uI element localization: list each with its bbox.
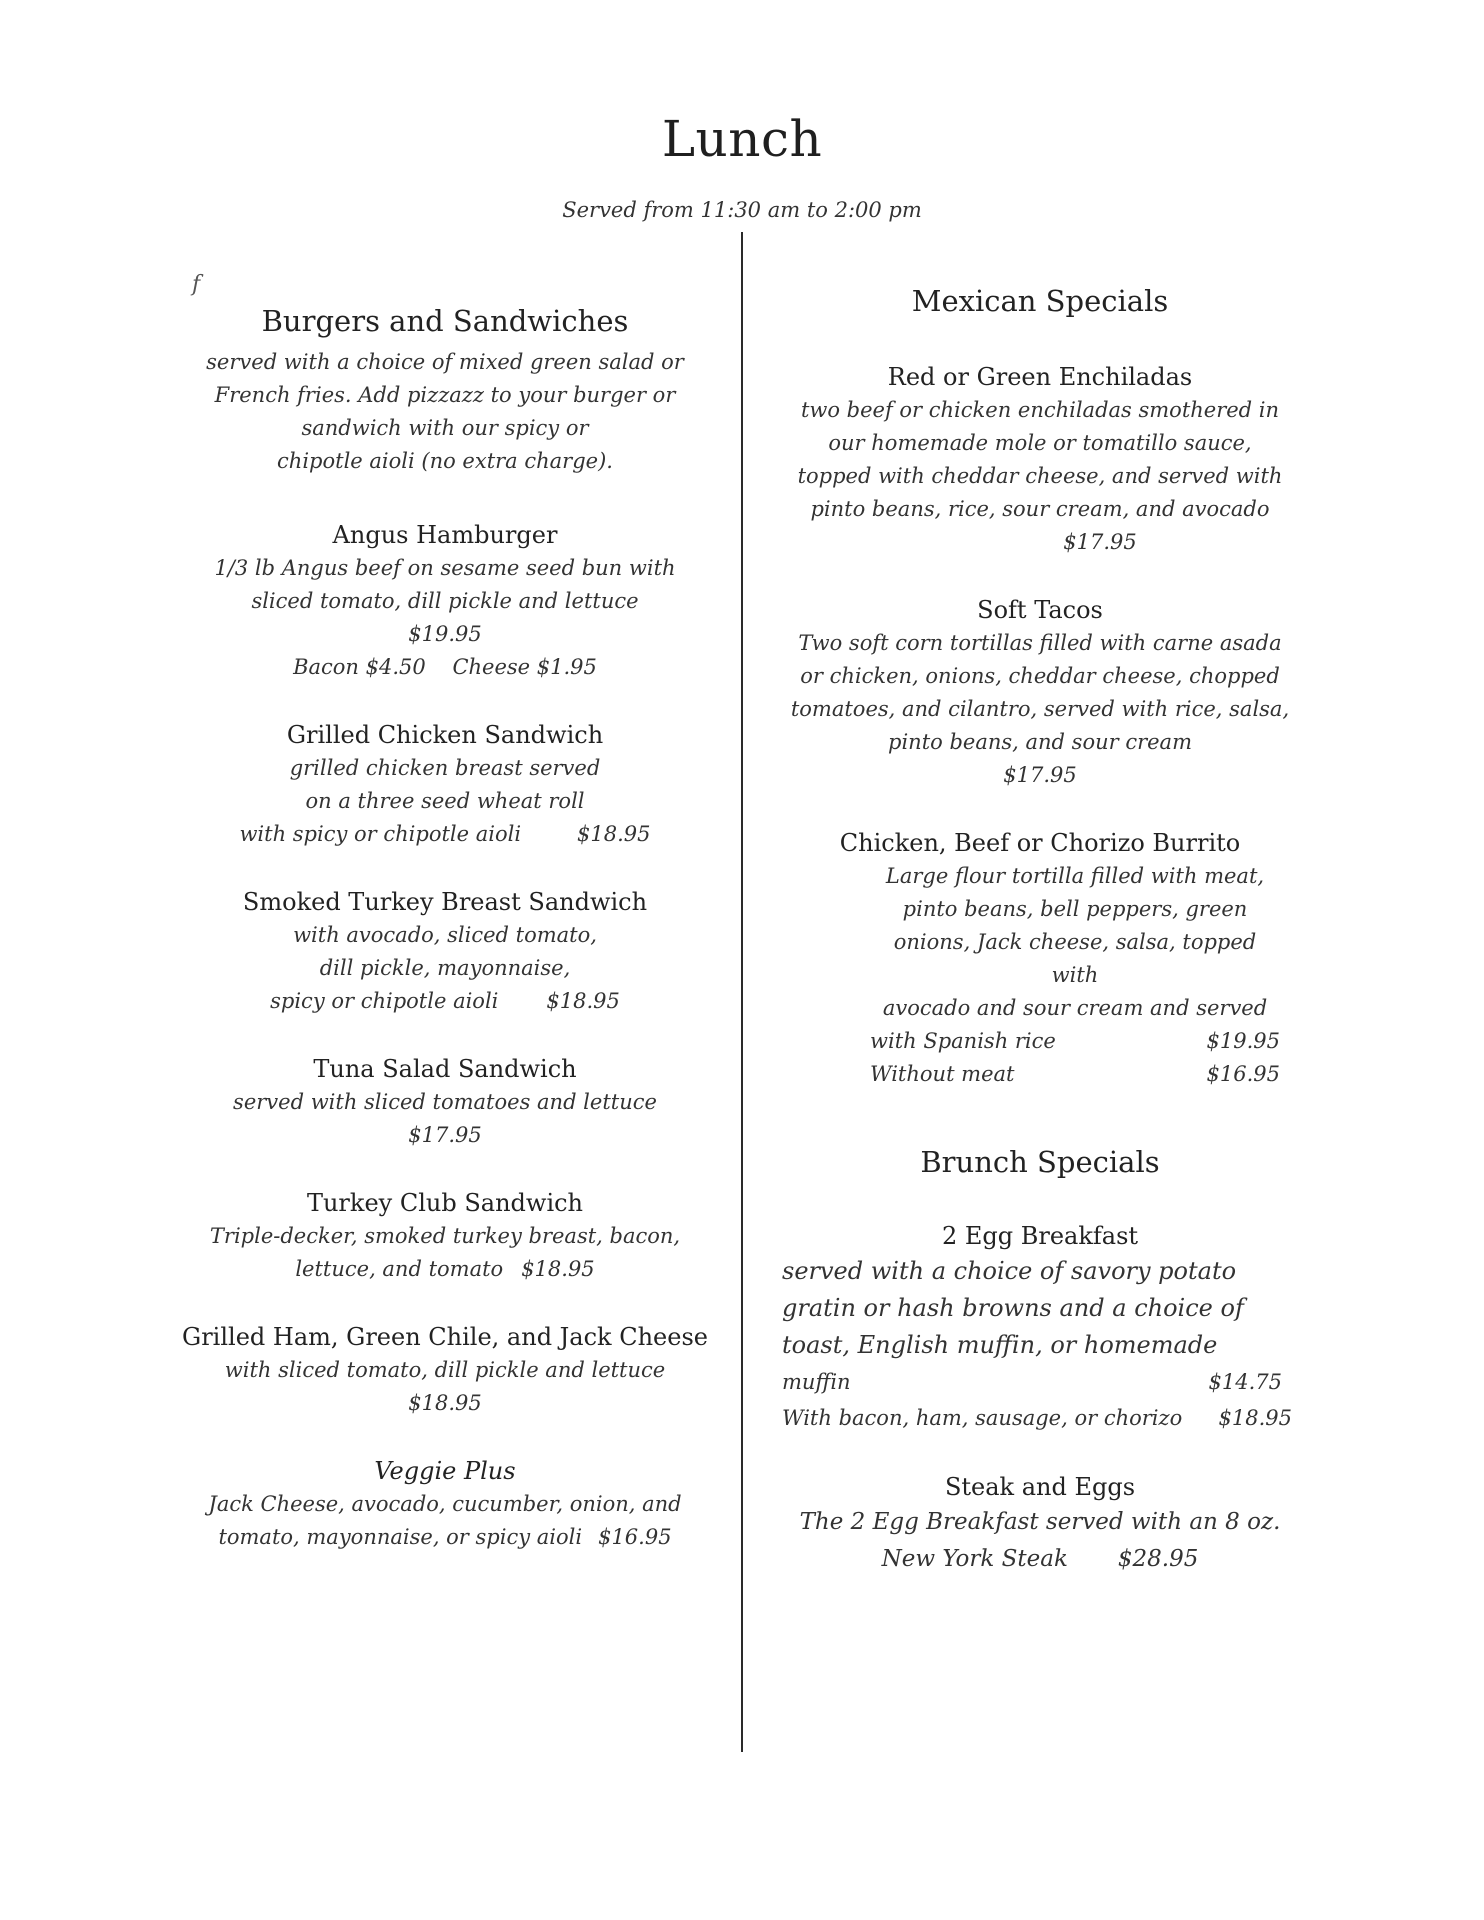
menu-item-steak-and-eggs [770, 1470, 1310, 1578]
item-price: $18.95 [521, 1257, 595, 1281]
desc-line: sandwich with our spicy or [301, 416, 589, 440]
item-desc-line: our homemade mole or tomatillo sauce, [828, 431, 1252, 455]
price-row-value: $14.75 [1208, 1370, 1282, 1394]
item-price: $17.95 [1003, 763, 1077, 787]
item-desc-line: Large flour tortilla filled with meat, [885, 864, 1265, 888]
item-name: Steak and Eggs [944, 1473, 1136, 1501]
item-desc-tail: lettuce, and tomato [295, 1257, 504, 1281]
menu-item-veggie-plus [175, 1454, 715, 1554]
menu-item-burrito [770, 826, 1310, 1091]
item-extras: Bacon $4.50 Cheese $1.95 [293, 655, 597, 679]
price-row [870, 1025, 1280, 1058]
item-desc-line: two beef or chicken enchiladas smothered in [800, 398, 1280, 422]
menu-item-soft-tacos [770, 593, 1310, 792]
item-name: Veggie Plus [374, 1457, 516, 1485]
menu-item-angus-hamburger [175, 518, 715, 684]
item-desc-tail: spicy or chipotle aioli [270, 989, 499, 1013]
item-desc-line: on a three seed wheat roll [305, 789, 585, 813]
column-divider [741, 232, 743, 1752]
item-desc-line: pinto beans, and sour cream [888, 730, 1192, 754]
price-row-label: Without meat [870, 1062, 1015, 1086]
item-desc-line: sliced tomato, dill pickle and lettuce [251, 589, 639, 613]
item-price: $16.95 [598, 1525, 672, 1549]
item-price: $18.95 [546, 989, 620, 1013]
item-price: $18.95 [577, 822, 651, 846]
item-name: Grilled Chicken Sandwich [286, 721, 604, 749]
section-desc-burgers [175, 346, 715, 478]
price-row-value: $19.95 [1206, 1029, 1280, 1053]
item-desc-line: 1/3 lb Angus beef on sesame seed bun with [214, 556, 676, 580]
service-hours: Served from 11:30 am to 2:00 pm [562, 198, 922, 222]
item-desc-line: pinto beans, bell peppers, green [902, 897, 1248, 921]
item-desc-line: onions, Jack cheese, salsa, topped with [893, 930, 1257, 987]
item-name: Tuna Salad Sandwich [313, 1055, 577, 1083]
item-desc-line: topped with cheddar cheese, and served with [797, 464, 1283, 488]
price-row [782, 1364, 1292, 1400]
item-desc-tail: with spicy or chipotle aioli [239, 822, 522, 846]
item-price: $19.95 [408, 622, 482, 646]
item-desc-line: Jack Cheese, avocado, cucumber, onion, and [208, 1492, 682, 1516]
price-row [782, 1400, 1292, 1436]
page-title: Lunch [661, 110, 823, 168]
item-desc-line: toast, English muffin, or homemade [782, 1331, 1218, 1359]
item-name: Soft Tacos [977, 596, 1103, 624]
menu-item-tuna-salad [175, 1052, 715, 1152]
left-column [175, 304, 715, 1554]
item-price: $17.95 [1063, 530, 1137, 554]
item-name: 2 Egg Breakfast [941, 1222, 1139, 1250]
item-desc-line: Two soft corn tortillas filled with carne asada [798, 631, 1282, 655]
desc-line: served with a choice of mixed green salad or [206, 350, 684, 374]
item-desc-line: or chicken, onions, cheddar cheese, chopped [800, 664, 1280, 688]
item-name: Angus Hamburger [332, 521, 558, 549]
item-name: Red or Green Enchiladas [887, 363, 1193, 391]
item-desc-line: pinto beans, rice, sour cream, and avocado [810, 497, 1270, 521]
item-desc-line: The 2 Egg Breakfast served with an 8 oz. [799, 1509, 1281, 1535]
item-name: Turkey Club Sandwich [306, 1189, 584, 1217]
price-row-label: muffin [782, 1370, 851, 1394]
item-last-line [175, 985, 715, 1018]
item-desc-line: served with sliced tomatoes and lettuce [233, 1090, 657, 1114]
menu-item-turkey-club [175, 1186, 715, 1286]
price-row-label: With bacon, ham, sausage, or chorizo [782, 1406, 1183, 1430]
right-column [770, 284, 1310, 1578]
item-last-line [175, 1253, 715, 1286]
item-last-line [175, 818, 715, 851]
price-row-label: with Spanish rice [870, 1029, 1056, 1053]
item-desc-line: Triple-decker, smoked turkey breast, bacon, [209, 1224, 681, 1248]
item-price: $18.95 [408, 1391, 482, 1415]
menu-item-grilled-chicken [175, 718, 715, 851]
item-desc-line: tomatoes, and cilantro, served with rice, salsa, [790, 697, 1290, 721]
menu-item-2-egg-breakfast [770, 1219, 1310, 1436]
item-last-line [770, 1541, 1310, 1578]
menu-item-grilled-ham [175, 1320, 715, 1420]
section-title-burgers: Burgers and Sandwiches [261, 304, 629, 338]
item-name: Chicken, Beef or Chorizo Burrito [839, 829, 1241, 857]
item-name: Grilled Ham, Green Chile, and Jack Cheese [182, 1323, 708, 1351]
price-row-value: $16.95 [1206, 1062, 1280, 1086]
item-desc-tail: New York Steak [881, 1546, 1068, 1572]
price-row-value: $18.95 [1218, 1406, 1292, 1430]
item-desc-line: served with a choice of savory potato [782, 1257, 1237, 1285]
item-desc-line: avocado and sour cream and served [882, 996, 1268, 1020]
item-price: $28.95 [1117, 1546, 1199, 1572]
price-row [870, 1058, 1280, 1091]
item-desc-line: grilled chicken breast served [289, 756, 601, 780]
item-name: Smoked Turkey Breast Sandwich [242, 888, 648, 916]
stray-mark: f [192, 272, 201, 297]
item-last-line [175, 1521, 715, 1554]
desc-line: chipotle aioli (no extra charge). [277, 449, 613, 473]
item-desc-line: dill pickle, mayonnaise, [319, 956, 571, 980]
item-desc-line: with sliced tomato, dill pickle and lettuce [224, 1358, 666, 1382]
menu-item-smoked-turkey [175, 885, 715, 1018]
menu-item-enchiladas [770, 360, 1310, 559]
desc-line: French fries. Add pizzazz to your burger or [214, 383, 676, 407]
item-desc-line: with avocado, sliced tomato, [293, 923, 597, 947]
item-price: $17.95 [408, 1123, 482, 1147]
section-title-brunch: Brunch Specials [920, 1145, 1160, 1179]
item-desc-tail: tomato, mayonnaise, or spicy aioli [218, 1525, 583, 1549]
section-title-mexican: Mexican Specials [911, 284, 1169, 318]
item-desc-line: gratin or hash browns and a choice of [782, 1294, 1244, 1322]
